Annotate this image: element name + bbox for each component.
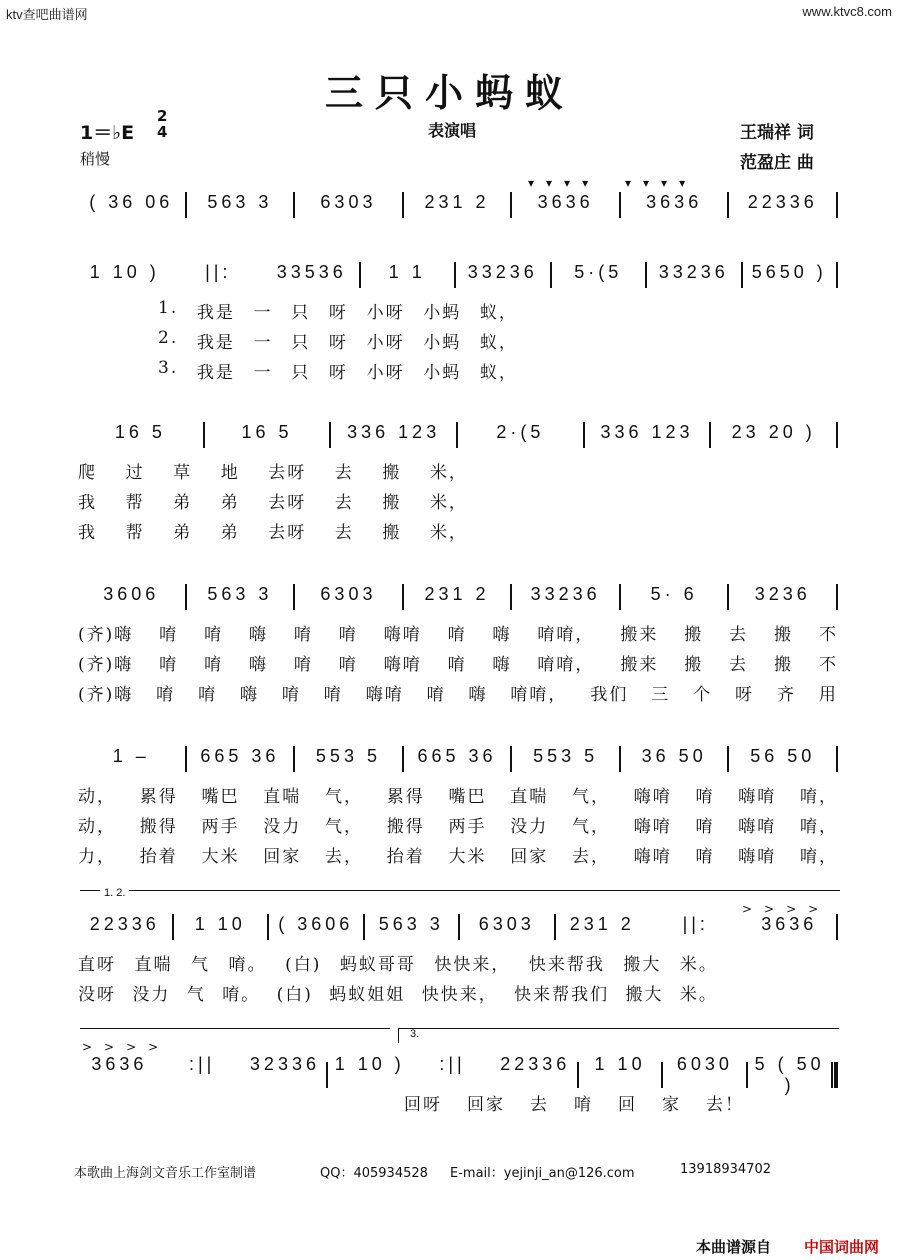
- lyric-syllable: 大米: [448, 847, 487, 867]
- lyric-syllable: 回家: [510, 847, 549, 867]
- site-header-left[interactable]: ktv查吧曲谱网: [6, 7, 88, 22]
- measure-notes: 33236: [658, 262, 729, 282]
- measure-notes: 5 ( 50 ): [754, 1054, 825, 1095]
- lyric-syllable: 唷: [156, 685, 176, 705]
- lyric-syllable: 米。: [679, 955, 718, 975]
- lyric-syllable: 弟: [220, 493, 240, 513]
- measure-notes: 1 10 ): [334, 1054, 405, 1074]
- measure-notes: 5· 6: [650, 584, 698, 604]
- lyric-syllable: 小蚂: [423, 303, 462, 323]
- lyric-syllable: 搬得: [386, 817, 425, 837]
- key-signature: 1＝♭E: [80, 122, 135, 144]
- lyric-syllable: 搬大: [625, 985, 664, 1005]
- lyric-syllable: 蚂蚁哥哥: [339, 955, 416, 975]
- accent-marks-2: >>>>: [82, 1040, 171, 1054]
- lyric-syllable: 快来帮我们: [514, 985, 610, 1005]
- lyric-syllable: 两手: [448, 817, 487, 837]
- lyric-syllable: 回家: [263, 847, 302, 867]
- lyric-syllable: 唷: [204, 655, 224, 675]
- measure-notes: 1 1: [388, 262, 426, 282]
- measure-notes: 3606: [103, 584, 160, 604]
- lyric-syllable: 嘴巴: [448, 787, 487, 807]
- lyric-syllable: 呀: [328, 303, 348, 323]
- lyric-syllable: 直呀: [78, 955, 116, 975]
- lyric-syllable: 唷: [204, 625, 224, 645]
- lyric-syllable: 家: [662, 1095, 681, 1115]
- measure-notes: 33536: [276, 262, 347, 282]
- measure-notes: 3636: [761, 914, 818, 934]
- lyric-syllable: 只: [291, 303, 311, 323]
- barline: [836, 746, 838, 772]
- volta-label-1: 1. 2.: [100, 887, 129, 899]
- barline: [836, 262, 838, 288]
- lyric-syllable: 去，: [572, 847, 610, 867]
- barline: [836, 422, 838, 448]
- lyric-syllable: 嗨唷: [383, 655, 422, 675]
- lyric-syllable: (齐)嗨: [78, 655, 134, 675]
- lyric-syllable: 搬: [684, 655, 704, 675]
- lyric-syllable: 弟: [220, 523, 240, 543]
- lyric-syllable: 唷: [574, 1095, 593, 1115]
- lyric-line: [78, 680, 838, 705]
- source-label: 本曲谱源自: [696, 1238, 772, 1256]
- lyric-syllable: 搬得: [139, 817, 178, 837]
- lyric-syllable: (白): [276, 985, 313, 1005]
- lyric-syllable: 没呀: [78, 985, 116, 1005]
- measure-notes: 231 2: [569, 914, 635, 934]
- notes-row-2: [78, 262, 838, 288]
- lyric-line: [78, 842, 838, 867]
- barline: [836, 584, 838, 610]
- repeat-sign: ||:: [682, 914, 709, 934]
- lyric-line: [78, 782, 838, 807]
- lyric-syllable: 嗨唷: [738, 847, 777, 867]
- volta-bracket-3: [398, 1028, 839, 1043]
- lyric-syllable: 嗨: [248, 625, 268, 645]
- lyricist: 王瑞祥 词: [740, 123, 814, 143]
- lyric-syllable: 地: [220, 463, 240, 483]
- lyric-syllable: 搬: [382, 523, 402, 543]
- lyric-syllable: 米，: [429, 463, 468, 483]
- lyric-syllable: 唷: [198, 685, 218, 705]
- lyric-syllable: 搬: [774, 655, 794, 675]
- lyric-line: [78, 518, 468, 543]
- lyric-syllable: (白): [285, 955, 322, 975]
- lyric-syllable: 小蚂: [423, 363, 462, 383]
- measure-notes: 563 3: [207, 192, 273, 212]
- lyric-syllable: 我是: [196, 333, 235, 353]
- measure-notes: 33236: [467, 262, 538, 282]
- lyric-syllable: 帮: [125, 493, 145, 513]
- lyric-syllable: 只: [291, 333, 311, 353]
- lyric-syllable: 动，: [78, 817, 116, 837]
- lyric-syllable: 快快来，: [421, 985, 498, 1005]
- lyric-syllable: 唷唷，: [510, 685, 568, 705]
- lyric-syllable: 唷: [695, 817, 715, 837]
- lyric-syllable: 嘴巴: [201, 787, 240, 807]
- lyric-syllable: 去，: [325, 847, 363, 867]
- measure-notes: 16 5: [241, 422, 293, 442]
- measure-notes: 665 36: [200, 746, 280, 766]
- lyric-line: [78, 488, 468, 513]
- measure-notes: 2·(5: [496, 422, 545, 442]
- lyric-syllable: 蚁，: [479, 363, 518, 383]
- footer-email[interactable]: E-mail：yejinji_an@126.com: [450, 1166, 635, 1181]
- lyric-syllable: 唷: [323, 685, 343, 705]
- accent-marks-1: >>>>: [742, 902, 831, 916]
- lyric-syllable: 去！: [706, 1095, 744, 1115]
- lyric-syllable: 米。: [679, 985, 718, 1005]
- tempo-marking: 稍慢: [80, 150, 111, 168]
- lyric-syllable: 动，: [78, 787, 116, 807]
- notes-row-3: [78, 422, 838, 448]
- lyric-syllable: 我是: [196, 303, 235, 323]
- lyric-syllable: 力，: [78, 847, 116, 867]
- footer-phone: 13918934702: [680, 1162, 771, 1177]
- lyric-syllable: (齐)嗨: [78, 685, 134, 705]
- lyric-syllable: 嗨: [492, 625, 512, 645]
- lyric-syllable: 嗨唷: [738, 787, 777, 807]
- staccato-marks-1: ▾▾▾▾: [528, 176, 601, 190]
- volta-bracket-1: [80, 890, 840, 905]
- repeat-sign: :||: [439, 1054, 466, 1074]
- lyric-syllable: 快快来，: [434, 955, 511, 975]
- lyric-line: [158, 358, 518, 383]
- lyric-syllable: 累得: [139, 787, 178, 807]
- lyric-syllable: 过: [125, 463, 145, 483]
- measure-notes: 33236: [530, 584, 601, 604]
- lyric-syllable: 1.: [158, 298, 179, 318]
- lyric-syllable: 气，: [325, 817, 363, 837]
- notes-row-6: [78, 914, 838, 940]
- notes-row-5: [78, 746, 838, 772]
- lyric-syllable: 唷: [447, 655, 467, 675]
- measure-notes: 6303: [320, 192, 377, 212]
- measure-notes: 336 123: [600, 422, 694, 442]
- lyric-syllable: 搬: [684, 625, 704, 645]
- lyric-syllable: 去呀: [268, 463, 307, 483]
- lyric-syllable: 搬: [774, 625, 794, 645]
- lyric-syllable: 唷: [338, 655, 358, 675]
- lyric-line: [404, 1090, 744, 1115]
- time-numerator: 2: [157, 107, 168, 125]
- lyric-syllable: 嗨唷: [633, 817, 672, 837]
- lyric-syllable: 唷。: [222, 985, 261, 1005]
- measure-notes: 32336: [249, 1054, 320, 1074]
- lyric-syllable: 唷，: [800, 847, 838, 867]
- lyric-syllable: 嗨: [248, 655, 268, 675]
- lyric-syllable: 弟: [173, 493, 193, 513]
- lyric-syllable: 抬着: [386, 847, 425, 867]
- lyric-syllable: 唷: [281, 685, 301, 705]
- measure-notes: 3636: [537, 192, 594, 212]
- lyric-syllable: 小呀: [366, 333, 405, 353]
- lyric-syllable: 齐: [776, 685, 796, 705]
- barline: [836, 192, 838, 218]
- lyric-syllable: 嗨: [468, 685, 488, 705]
- measure-notes: 22336: [500, 1054, 571, 1074]
- lyric-syllable: 嗨唷: [365, 685, 404, 705]
- measure-notes: 56 50: [750, 746, 816, 766]
- time-signature: [157, 108, 167, 140]
- measure-notes: 1 10: [594, 1054, 646, 1074]
- lyric-syllable: 去: [729, 625, 749, 645]
- lyric-syllable: 呀: [735, 685, 755, 705]
- lyric-line: [78, 812, 838, 837]
- lyric-syllable: 呀: [328, 363, 348, 383]
- measure-notes: 22336: [747, 192, 818, 212]
- lyric-syllable: 3.: [158, 358, 179, 378]
- lyric-syllable: 没力: [132, 985, 171, 1005]
- performance-form: 表演唱: [428, 121, 477, 140]
- lyric-syllable: 直喘: [263, 787, 302, 807]
- lyric-syllable: 嗨唷: [633, 847, 672, 867]
- measure-notes: 3236: [754, 584, 811, 604]
- lyric-syllable: 米，: [429, 523, 468, 543]
- measure-notes: 6303: [320, 584, 377, 604]
- volta-label-3: 3.: [410, 1028, 420, 1040]
- measure-notes: 16 5: [114, 422, 166, 442]
- measure-notes: 563 3: [207, 584, 273, 604]
- measure-notes: 1 10 ): [89, 262, 160, 282]
- lyric-syllable: 嗨: [239, 685, 259, 705]
- lyric-syllable: 回: [618, 1095, 637, 1115]
- site-header-right[interactable]: www.ktvc8.com: [802, 4, 892, 19]
- lyric-syllable: 不: [818, 625, 838, 645]
- lyric-syllable: (齐)嗨: [78, 625, 134, 645]
- lyric-syllable: 唷: [293, 655, 313, 675]
- lyric-syllable: 没力: [263, 817, 302, 837]
- measure-notes: 553 5: [315, 746, 381, 766]
- measure-notes: 36 50: [641, 746, 707, 766]
- lyric-syllable: 去: [334, 493, 354, 513]
- lyric-syllable: 累得: [386, 787, 425, 807]
- lyric-line: [78, 980, 718, 1005]
- footer-qq: QQ：405934528: [320, 1166, 428, 1181]
- lyric-syllable: 两手: [201, 817, 240, 837]
- lyric-syllable: 唷: [293, 625, 313, 645]
- lyric-syllable: 唷: [426, 685, 446, 705]
- composer: 范盈庄 曲: [740, 153, 814, 173]
- lyric-syllable: 唷: [695, 787, 715, 807]
- measure-notes: 5650 ): [751, 262, 827, 282]
- lyric-syllable: 搬来: [620, 625, 659, 645]
- lyric-syllable: 弟: [173, 523, 193, 543]
- measure-notes: 336 123: [347, 422, 441, 442]
- lyric-syllable: 去: [334, 463, 354, 483]
- repeat-sign: :||: [188, 1054, 216, 1074]
- measure-notes: 6030: [676, 1054, 733, 1074]
- notes-row-4: [78, 584, 838, 610]
- measure-notes: 231 2: [424, 192, 490, 212]
- lyric-syllable: 呀: [328, 333, 348, 353]
- final-barline: [831, 1062, 838, 1088]
- measure-notes: 5·(5: [574, 262, 623, 282]
- lyric-syllable: 草: [173, 463, 193, 483]
- lyric-syllable: 唷。: [228, 955, 267, 975]
- lyric-syllable: 一: [253, 303, 273, 323]
- lyric-syllable: 搬来: [620, 655, 659, 675]
- staccato-marks-2: ▾▾▾▾: [625, 176, 698, 190]
- lyric-syllable: 唷唷，: [537, 625, 595, 645]
- measure-notes: 553 5: [533, 746, 599, 766]
- measure-notes: 665 36: [417, 746, 497, 766]
- lyric-syllable: 蚁，: [479, 303, 518, 323]
- lyric-syllable: 一: [253, 363, 273, 383]
- lyric-syllable: 搬: [382, 463, 402, 483]
- measure-notes: ( 3606: [278, 914, 354, 934]
- lyric-syllable: 直喘: [510, 787, 549, 807]
- lyric-line: [78, 650, 838, 675]
- lyric-syllable: 米，: [429, 493, 468, 513]
- lyric-syllable: 唷: [159, 655, 179, 675]
- lyric-syllable: 气，: [325, 787, 363, 807]
- lyric-syllable: 气，: [572, 787, 610, 807]
- measure-notes: 23 20 ): [731, 422, 816, 442]
- lyric-syllable: 嗨唷: [633, 787, 672, 807]
- lyric-syllable: 唷: [695, 847, 715, 867]
- lyric-syllable: 一: [253, 333, 273, 353]
- lyric-syllable: 蚂蚁姐姐: [329, 985, 406, 1005]
- lyric-syllable: 小呀: [366, 363, 405, 383]
- lyric-syllable: 快来帮我: [528, 955, 605, 975]
- lyric-syllable: 去呀: [268, 493, 307, 513]
- lyric-syllable: 2.: [158, 328, 179, 348]
- lyric-syllable: 爬: [78, 463, 97, 483]
- time-denominator: 4: [157, 123, 168, 141]
- notes-row-1: [78, 192, 838, 218]
- lyric-syllable: 帮: [125, 523, 145, 543]
- footer-credit: 本歌曲上海剑文音乐工作室制谱: [74, 1166, 257, 1181]
- lyric-syllable: 唷: [159, 625, 179, 645]
- measure-notes: 3636: [646, 192, 703, 212]
- lyric-syllable: 不: [818, 655, 838, 675]
- lyric-syllable: 嗨唷: [383, 625, 422, 645]
- lyric-syllable: 去呀: [268, 523, 307, 543]
- lyric-syllable: 大米: [201, 847, 240, 867]
- measure-notes: 3636: [91, 1054, 148, 1074]
- lyric-syllable: 去: [729, 655, 749, 675]
- lyric-syllable: 唷: [447, 625, 467, 645]
- lyric-syllable: 我: [78, 523, 97, 543]
- measure-notes: 22336: [89, 914, 160, 934]
- lyric-syllable: 搬: [382, 493, 402, 513]
- lyric-syllable: 回家: [467, 1095, 505, 1115]
- lyric-syllable: 小呀: [366, 303, 405, 323]
- lyric-syllable: 去: [530, 1095, 549, 1115]
- lyric-syllable: 气: [186, 985, 206, 1005]
- lyric-syllable: 用: [818, 685, 838, 705]
- lyric-syllable: 去: [334, 523, 354, 543]
- lyric-syllable: 唷: [338, 625, 358, 645]
- lyric-syllable: 我: [78, 493, 97, 513]
- lyric-line: [78, 458, 468, 483]
- lyric-syllable: 嗨: [492, 655, 512, 675]
- lyric-syllable: 直喘: [134, 955, 173, 975]
- lyric-syllable: 唷，: [800, 787, 838, 807]
- measure-notes: 563 3: [378, 914, 444, 934]
- song-title: 三只小蚂蚁: [324, 70, 575, 115]
- lyric-syllable: 小蚂: [423, 333, 462, 353]
- barline: [836, 914, 838, 940]
- measure-notes: 6303: [478, 914, 535, 934]
- source-site-link[interactable]: 中国词曲网: [804, 1238, 880, 1256]
- measure-notes: 231 2: [424, 584, 490, 604]
- lyric-line: [78, 620, 838, 645]
- lyric-syllable: 三: [651, 685, 671, 705]
- lyric-syllable: 唷唷，: [537, 655, 595, 675]
- lyric-syllable: 蚁，: [479, 333, 518, 353]
- lyric-syllable: 搬大: [623, 955, 662, 975]
- lyric-line: [158, 298, 518, 323]
- lyric-syllable: 我们: [590, 685, 629, 705]
- measure-notes: 1 10: [194, 914, 246, 934]
- lyric-syllable: 回呀: [404, 1095, 442, 1115]
- lyric-syllable: 我是: [196, 363, 235, 383]
- lyric-syllable: 个: [693, 685, 713, 705]
- lyric-syllable: 没力: [510, 817, 549, 837]
- lyric-syllable: 只: [291, 363, 311, 383]
- repeat-sign: ||:: [205, 262, 232, 282]
- lyric-syllable: 唷，: [800, 817, 838, 837]
- measure-notes: 1 –: [112, 746, 150, 766]
- lyric-syllable: 气: [191, 955, 211, 975]
- lyric-line: [158, 328, 518, 353]
- lyric-line: [78, 950, 718, 975]
- lyric-syllable: 抬着: [139, 847, 178, 867]
- lyric-syllable: 气，: [572, 817, 610, 837]
- lyric-syllable: 嗨唷: [738, 817, 777, 837]
- measure-notes: ( 36 06: [89, 192, 174, 212]
